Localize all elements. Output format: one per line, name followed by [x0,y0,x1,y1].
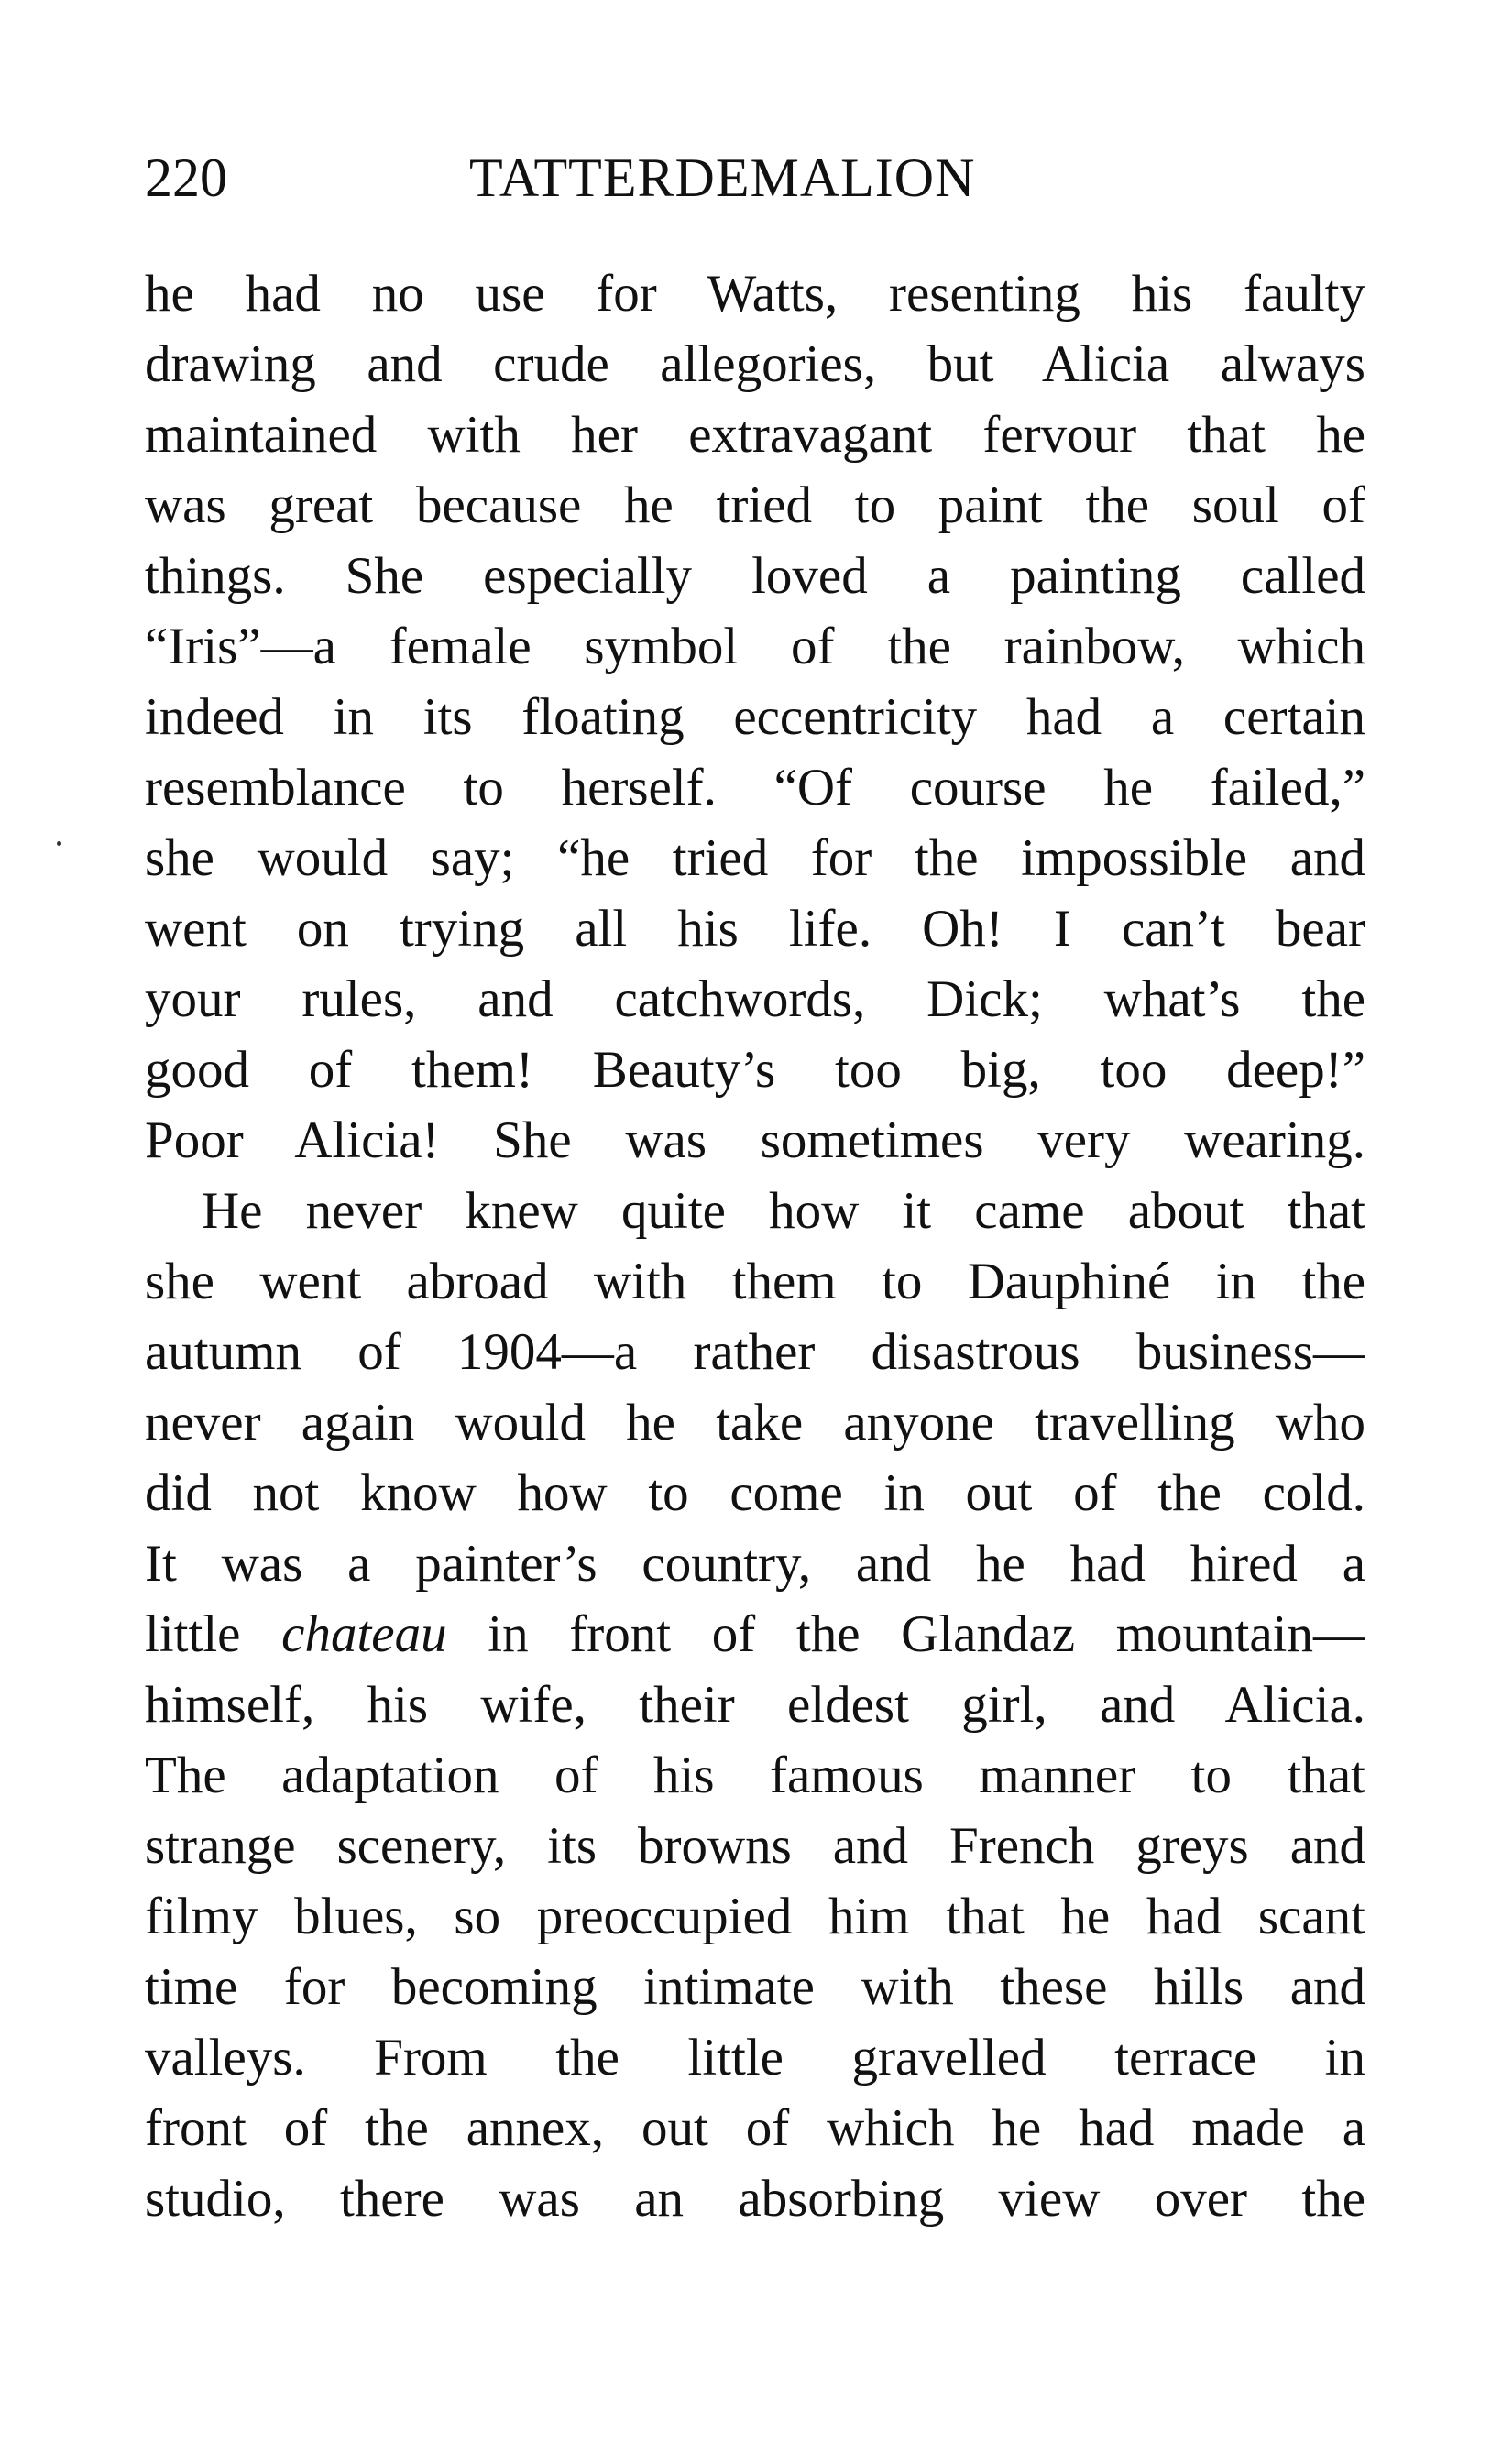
text-line: went on trying all his life. Oh! I can’t bear [145,900,1365,958]
page-number: 220 [145,148,227,208]
stray-mark [57,841,61,846]
text-line: studio, there was an absorbing view over the [145,2170,1365,2228]
italic-word: chateau [281,1605,447,1663]
text-line: did not know how to come in out of the cold. [145,1464,1365,1522]
text-line: valleys. From the little gravelled terrace in [145,2029,1365,2086]
running-header [145,147,1373,220]
text-line: your rules, and catchwords, Dick; what’s the [145,970,1365,1028]
text-line: The adaptation of his famous manner to that [145,1747,1365,1804]
text-line: autumn of 1904—a rather disastrous business— [145,1323,1365,1381]
text-line: good of them! Beauty’s too big, too deep!” [145,1041,1365,1099]
running-title: TATTERDEMALION [469,148,976,208]
body-text [145,258,1365,2234]
text-line: filmy blues, so preoccupied him that he had scant [145,1888,1365,1945]
text-line: It was a painter’s country, and he had hired a [145,1535,1365,1593]
text-line: was great because he tried to paint the soul of [145,476,1365,534]
text-line: front of the annex, out of which he had made a [145,2099,1365,2157]
text-segment: little [145,1605,241,1663]
text-line: himself, his wife, their eldest girl, and Alicia. [145,1676,1365,1734]
text-line: drawing and crude allegories, but Alicia always [145,335,1365,393]
text-line: she would say; “he tried for the impossible and [145,829,1365,887]
text-line: strange scenery, its browns and French greys and [145,1817,1365,1875]
text-line: never again would he take anyone travelling who [145,1394,1365,1451]
text-line: Poor Alicia! She was sometimes very wearing. [145,1112,1365,1169]
text-line [145,1599,1365,1670]
text-line: time for becoming intimate with these hills and [145,1958,1365,2016]
text-line: “Iris”—a female symbol of the rainbow, which [145,618,1365,675]
text-line: things. She especially loved a painting called [145,547,1365,605]
text-line: she went abroad with them to Dauphiné in the [145,1253,1365,1310]
text-line: resemblance to herself. “Of course he failed,” [145,759,1365,816]
text-line: indeed in its floating eccentricity had a certain [145,688,1365,746]
text-line: he had no use for Watts, resenting his faulty [145,265,1365,323]
text-line: maintained with her extravagant fervour that he [145,406,1365,464]
text-segment: in front of the Glandaz mountain— [488,1605,1365,1663]
paragraph-start-line: He never knew quite how it came about that [202,1182,1365,1240]
